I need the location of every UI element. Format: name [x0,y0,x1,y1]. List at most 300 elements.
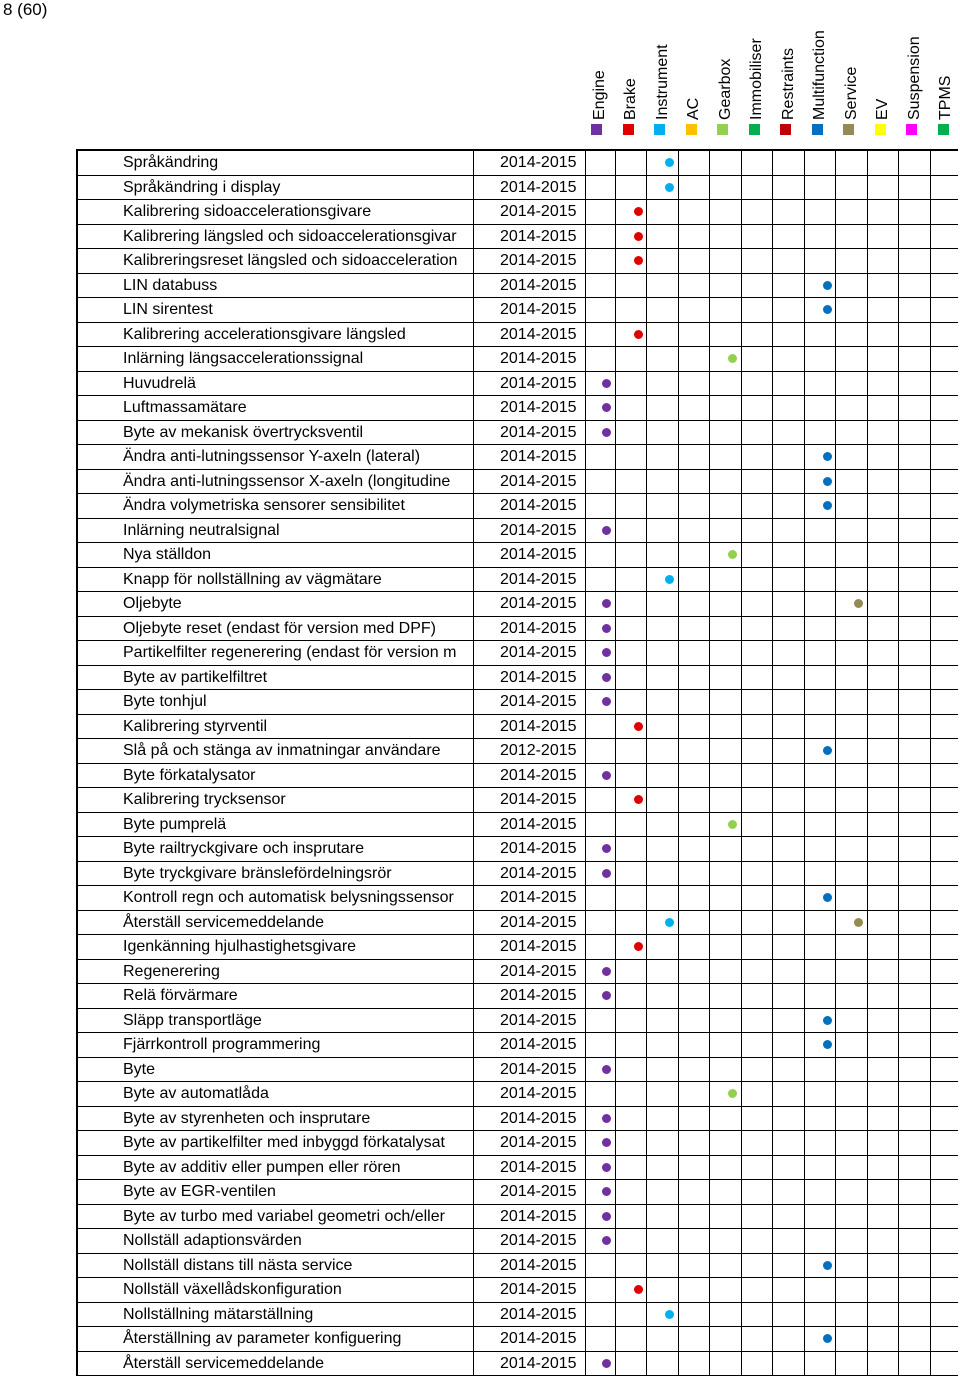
category-cell-immobiliser [742,592,774,616]
category-cell-suspension [899,347,931,371]
category-cell-ac [679,837,711,861]
category-cell-brake [616,1033,648,1057]
category-cell-ev [868,837,900,861]
category-cell-tpms [931,984,960,1008]
category-cell-immobiliser [742,813,774,837]
category-cell-engine [584,886,616,910]
category-cell-restraints [773,862,805,886]
legend-swatch-brake [623,124,634,135]
category-dot-engine [602,697,611,706]
model-years: 2014-2015 [474,935,586,959]
category-cell-ev [868,1058,900,1082]
table-row [78,519,958,544]
category-cell-immobiliser [742,641,774,665]
category-cell-tpms [931,470,960,494]
category-cell-gearbox [710,1180,742,1204]
category-cell-service [836,1352,868,1376]
model-years: 2014-2015 [474,1107,586,1131]
category-cell-service [836,960,868,984]
model-years: 2014-2015 [474,1009,586,1033]
category-cell-engine [584,788,616,812]
category-cell-multifunction [805,984,837,1008]
category-cell-service [836,298,868,322]
model-years: 2014-2015 [474,1229,586,1253]
category-cell-engine [584,837,616,861]
category-cell-restraints [773,715,805,739]
category-cell-engine [584,1352,616,1376]
category-cell-suspension [899,592,931,616]
category-cell-ev [868,984,900,1008]
category-cell-tpms [931,1352,960,1376]
category-cell-gearbox [710,1229,742,1253]
category-cell-engine [584,396,616,420]
model-years: 2014-2015 [474,984,586,1008]
category-cell-brake [616,274,648,298]
category-cell-instrument [647,494,679,518]
category-cell-restraints [773,1303,805,1327]
category-cell-immobiliser [742,298,774,322]
legend-swatch-instrument [654,124,665,135]
category-cell-tpms [931,1180,960,1204]
category-dot-engine [602,844,611,853]
model-years: 2014-2015 [474,249,586,273]
category-cell-gearbox [710,470,742,494]
category-cell-ac [679,543,711,567]
category-cell-ev [868,862,900,886]
category-cell-suspension [899,1058,931,1082]
category-dot-gearbox [728,354,737,363]
function-name: Byte tryckgivare bränslefördelningsrör [78,862,474,886]
table-row [78,592,958,617]
category-cell-instrument [647,1033,679,1057]
category-cell-tpms [931,1303,960,1327]
category-cell-multifunction [805,1131,837,1155]
category-dot-engine [602,624,611,633]
category-cell-immobiliser [742,274,774,298]
category-cell-gearbox [710,1254,742,1278]
category-cell-engine [584,1131,616,1155]
category-cell-engine [584,1327,616,1351]
category-cell-brake [616,1009,648,1033]
category-cell-ac [679,788,711,812]
category-cell-restraints [773,764,805,788]
category-cell-service [836,1278,868,1302]
category-cell-brake [616,1107,648,1131]
category-cell-brake [616,1278,648,1302]
category-cell-suspension [899,494,931,518]
category-dot-brake [634,722,643,731]
category-cell-service [836,200,868,224]
category-cell-multifunction [805,1352,837,1376]
category-cell-ac [679,715,711,739]
category-cell-tpms [931,1156,960,1180]
category-cell-brake [616,1229,648,1253]
category-cell-restraints [773,666,805,690]
category-cell-immobiliser [742,323,774,347]
category-cell-service [836,396,868,420]
category-cell-service [836,592,868,616]
category-cell-restraints [773,396,805,420]
category-cell-brake [616,666,648,690]
function-name: Ändra anti-lutningssensor X-axeln (longitudine [78,470,474,494]
category-dot-service [854,918,863,927]
table-row [78,911,958,936]
category-cell-engine [584,1107,616,1131]
category-cell-restraints [773,617,805,641]
category-cell-engine [584,960,616,984]
function-name: Huvudrelä [78,372,474,396]
category-cell-ac [679,519,711,543]
function-name: Nollställ växellådskonfiguration [78,1278,474,1302]
category-cell-immobiliser [742,1131,774,1155]
category-cell-multifunction [805,911,837,935]
model-years: 2014-2015 [474,1205,586,1229]
category-cell-ac [679,1352,711,1376]
category-cell-ev [868,1131,900,1155]
category-cell-multifunction [805,1254,837,1278]
category-cell-suspension [899,1278,931,1302]
category-cell-tpms [931,1009,960,1033]
category-cell-brake [616,298,648,322]
category-cell-tpms [931,1229,960,1253]
category-cell-restraints [773,200,805,224]
category-cell-instrument [647,1352,679,1376]
function-name: Byte av additiv eller pumpen eller rören [78,1156,474,1180]
category-cell-brake [616,617,648,641]
category-cell-ac [679,445,711,469]
category-cell-service [836,1229,868,1253]
category-cell-instrument [647,176,679,200]
model-years: 2014-2015 [474,200,586,224]
category-cell-instrument [647,568,679,592]
category-cell-suspension [899,690,931,714]
category-cell-engine [584,225,616,249]
category-cell-service [836,1107,868,1131]
model-years: 2014-2015 [474,1033,586,1057]
category-cell-ac [679,323,711,347]
category-dot-brake [634,256,643,265]
table-row [78,200,958,225]
category-cell-instrument [647,274,679,298]
category-cell-immobiliser [742,1058,774,1082]
category-cell-engine [584,421,616,445]
category-dot-engine [602,1138,611,1147]
category-cell-engine [584,1156,616,1180]
function-name: Slå på och stänga av inmatningar användare [78,739,474,763]
category-cell-ev [868,396,900,420]
category-cell-service [836,1131,868,1155]
category-cell-suspension [899,568,931,592]
category-cell-suspension [899,788,931,812]
category-cell-suspension [899,421,931,445]
category-cell-gearbox [710,1327,742,1351]
function-name: Återställ servicemeddelande [78,1352,474,1376]
function-name: Ändra volymetriska sensorer sensibilitet [78,494,474,518]
category-cell-restraints [773,1131,805,1155]
column-header-brake [616,14,647,120]
category-cell-immobiliser [742,984,774,1008]
category-cell-ev [868,1033,900,1057]
category-cell-ev [868,886,900,910]
category-cell-gearbox [710,543,742,567]
category-cell-immobiliser [742,666,774,690]
category-cell-multifunction [805,445,837,469]
category-cell-restraints [773,1033,805,1057]
category-cell-suspension [899,886,931,910]
category-cell-multifunction [805,960,837,984]
function-name: Kalibreringsreset längsled och sidoacceleration [78,249,474,273]
function-name: Släpp transportläge [78,1009,474,1033]
category-cell-multifunction [805,1058,837,1082]
category-dot-engine [602,1236,611,1245]
model-years: 2014-2015 [474,298,586,322]
category-cell-immobiliser [742,1254,774,1278]
model-years: 2014-2015 [474,788,586,812]
category-cell-brake [616,372,648,396]
column-header-multifunction [805,14,836,120]
category-cell-tpms [931,396,960,420]
category-dot-multifunction [823,1261,832,1270]
category-cell-multifunction [805,739,837,763]
category-cell-ac [679,176,711,200]
category-cell-ac [679,1180,711,1204]
category-cell-tpms [931,690,960,714]
function-name: Språkändring [78,151,474,175]
category-cell-restraints [773,568,805,592]
category-cell-restraints [773,813,805,837]
category-cell-instrument [647,788,679,812]
table-row [78,1058,958,1083]
function-name: Byte av styrenheten och insprutare [78,1107,474,1131]
category-cell-engine [584,151,616,175]
category-cell-ev [868,1352,900,1376]
category-dot-instrument [665,183,674,192]
category-cell-tpms [931,886,960,910]
category-cell-multifunction [805,396,837,420]
category-cell-service [836,764,868,788]
model-years: 2014-2015 [474,347,586,371]
category-cell-restraints [773,470,805,494]
category-cell-immobiliser [742,372,774,396]
legend-swatch-ac [686,124,697,135]
category-cell-gearbox [710,151,742,175]
category-cell-engine [584,715,616,739]
category-cell-ev [868,1278,900,1302]
category-cell-suspension [899,617,931,641]
category-cell-ac [679,200,711,224]
category-dot-engine [602,1212,611,1221]
legend-swatch-tpms [938,124,949,135]
category-dot-brake [634,330,643,339]
category-cell-brake [616,176,648,200]
category-dot-multifunction [823,501,832,510]
category-dot-instrument [665,158,674,167]
category-cell-multifunction [805,641,837,665]
category-cell-engine [584,1009,616,1033]
category-cell-engine [584,200,616,224]
category-cell-restraints [773,1156,805,1180]
category-cell-multifunction [805,862,837,886]
category-cell-service [836,1303,868,1327]
function-name: Kalibrering sidoaccelerationsgivare [78,200,474,224]
category-cell-ac [679,1033,711,1057]
category-cell-service [836,274,868,298]
category-cell-multifunction [805,421,837,445]
category-cell-tpms [931,813,960,837]
category-cell-suspension [899,935,931,959]
category-cell-brake [616,1180,648,1204]
category-cell-suspension [899,1254,931,1278]
category-cell-tpms [931,862,960,886]
category-cell-tpms [931,788,960,812]
category-cell-engine [584,1254,616,1278]
table-row [78,494,958,519]
category-cell-ac [679,372,711,396]
category-cell-instrument [647,519,679,543]
function-name: Nollställning mätarställning [78,1303,474,1327]
category-cell-ev [868,1009,900,1033]
category-cell-restraints [773,421,805,445]
category-cell-service [836,886,868,910]
category-cell-tpms [931,543,960,567]
function-name: Byte av mekanisk övertrycksventil [78,421,474,445]
table-row [78,1156,958,1181]
category-cell-gearbox [710,323,742,347]
category-cell-multifunction [805,519,837,543]
function-name: Byte tonhjul [78,690,474,714]
category-cell-tpms [931,1082,960,1106]
function-name: Luftmassamätare [78,396,474,420]
category-cell-restraints [773,225,805,249]
category-cell-engine [584,298,616,322]
category-cell-service [836,1180,868,1204]
category-dot-engine [602,403,611,412]
category-cell-instrument [647,470,679,494]
table-row [78,1303,958,1328]
function-name: Partikelfilter regenerering (endast för version m [78,641,474,665]
function-name: Igenkänning hjulhastighetsgivare [78,935,474,959]
category-cell-engine [584,1058,616,1082]
column-header-tpms [931,14,960,120]
category-cell-brake [616,470,648,494]
category-cell-ev [868,298,900,322]
category-cell-ev [868,347,900,371]
category-cell-immobiliser [742,1107,774,1131]
table-row [78,666,958,691]
category-cell-multifunction [805,1278,837,1302]
category-cell-ev [868,617,900,641]
legend-swatch-engine [591,124,602,135]
category-cell-engine [584,862,616,886]
category-cell-ev [868,813,900,837]
category-cell-engine [584,274,616,298]
category-cell-ac [679,1082,711,1106]
model-years: 2014-2015 [474,862,586,886]
category-cell-immobiliser [742,935,774,959]
category-cell-multifunction [805,176,837,200]
category-cell-multifunction [805,1033,837,1057]
column-header-label: TPMS [937,76,955,120]
category-cell-brake [616,592,648,616]
category-cell-brake [616,1058,648,1082]
category-cell-gearbox [710,715,742,739]
category-cell-multifunction [805,666,837,690]
column-header-label: AC [685,98,703,120]
category-cell-ac [679,1156,711,1180]
model-years: 2014-2015 [474,1327,586,1351]
category-dot-engine [602,673,611,682]
category-cell-instrument [647,1082,679,1106]
category-cell-instrument [647,1180,679,1204]
category-cell-ev [868,935,900,959]
category-dot-multifunction [823,1040,832,1049]
table-row [78,396,958,421]
category-cell-restraints [773,739,805,763]
category-cell-multifunction [805,543,837,567]
category-cell-service [836,1205,868,1229]
category-cell-ev [868,543,900,567]
table-row [78,862,958,887]
category-cell-engine [584,1229,616,1253]
category-cell-multifunction [805,788,837,812]
category-cell-immobiliser [742,690,774,714]
column-header-label: Engine [591,70,609,120]
category-cell-service [836,225,868,249]
category-cell-ev [868,764,900,788]
category-cell-multifunction [805,1082,837,1106]
category-cell-instrument [647,862,679,886]
category-cell-ev [868,1303,900,1327]
category-cell-immobiliser [742,445,774,469]
category-dot-instrument [665,1310,674,1319]
model-years: 2014-2015 [474,641,586,665]
category-cell-service [836,935,868,959]
table-row [78,445,958,470]
model-years: 2014-2015 [474,690,586,714]
function-name: Kalibrering accelerationsgivare längsled [78,323,474,347]
category-cell-service [836,1327,868,1351]
category-cell-gearbox [710,494,742,518]
category-cell-gearbox [710,225,742,249]
category-cell-instrument [647,1131,679,1155]
function-name: Nollställ adaptionsvärden [78,1229,474,1253]
category-cell-ev [868,421,900,445]
category-cell-brake [616,494,648,518]
model-years: 2014-2015 [474,886,586,910]
category-cell-multifunction [805,935,837,959]
category-cell-suspension [899,764,931,788]
category-dot-engine [602,526,611,535]
category-cell-restraints [773,1107,805,1131]
category-cell-immobiliser [742,421,774,445]
category-cell-service [836,568,868,592]
category-cell-ac [679,298,711,322]
category-cell-suspension [899,862,931,886]
category-cell-ac [679,1009,711,1033]
category-cell-instrument [647,960,679,984]
model-years: 2014-2015 [474,1352,586,1376]
category-cell-suspension [899,813,931,837]
category-cell-tpms [931,935,960,959]
category-cell-suspension [899,1180,931,1204]
function-name: Kalibrering längsled och sidoaccelerationsgivar [78,225,474,249]
legend-swatch-immobiliser [749,124,760,135]
column-header-service [836,14,867,120]
category-cell-gearbox [710,911,742,935]
category-cell-ev [868,1229,900,1253]
category-cell-immobiliser [742,470,774,494]
table-row [78,151,958,176]
